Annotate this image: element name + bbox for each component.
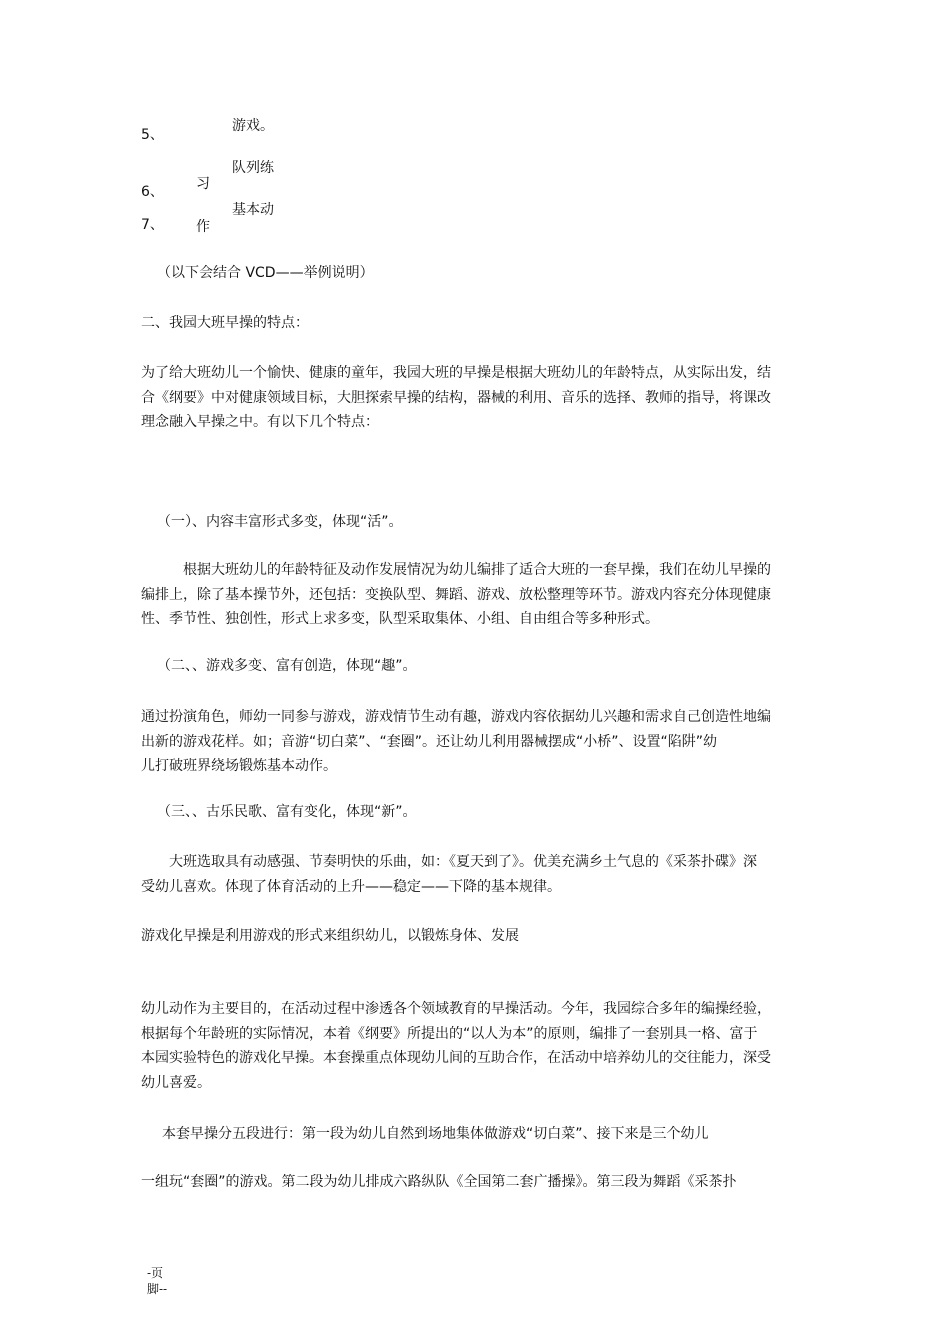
text-line: 幼儿喜爱。 [141, 1074, 211, 1091]
text-line: 性、季节性、独创性，形式上求多变，队型采取集体、小组、自由组合等多种形式。 [141, 611, 659, 627]
games-intro-line: 游戏化早操是利用游戏的形式来组织幼儿，以锻炼身体、发展 [141, 928, 519, 944]
point-2-heading: （二、、游戏多变、富有创造，体现“趣”。 [157, 658, 417, 674]
text-line: 根据大班幼儿的年龄特征及动作发展情况为幼儿编排了适合大班的一套早操，我们在幼儿早操的 [183, 562, 771, 578]
five-parts-line-1: 本套早操分五段进行：第一段为幼儿自然到场地集体做游戏“切白菜”、接下来是三个幼儿 [162, 1126, 709, 1142]
list-text-6b: 习 [196, 176, 210, 192]
point-3-body [141, 850, 817, 899]
list-number-7: 7、 [141, 217, 164, 233]
text-line: 根据每个年龄班的实际情况，本着《纲要》所提出的“以人为本”的原则，编排了一套别具一格、富于 [141, 1025, 758, 1042]
point-1-heading: （一）、内容丰富形式多变，体现“活”。 [157, 514, 403, 530]
text-line: 通过扮演角色，师幼一同参与游戏，游戏情节生动有趣，游戏内容依据幼儿兴趣和需求自己创造性地编 [141, 709, 771, 725]
text-line: 理念融入早操之中。有以下几个特点： [141, 414, 379, 430]
text-line: 受幼儿喜欢。体现了体育活动的上升——稳定——下降的基本规律。 [141, 878, 561, 895]
list-text-7b: 作 [196, 219, 210, 235]
list-number-6: 6、 [141, 184, 164, 200]
vcd-note: （以下会结合 VCD——举例说明） [157, 265, 374, 281]
point-3-heading: （三、、古乐民歌、富有变化，体现“新”。 [157, 804, 417, 820]
footer-line-2: 脚-- [147, 1282, 168, 1296]
text-line: 儿打破班界绕场锻炼基本动作。 [141, 758, 337, 774]
games-body [141, 997, 817, 1095]
five-parts-line-2: 一组玩“套圈”的游戏。第二段为幼儿排成六路纵队《全国第二套广播操》。第三段为舞蹈《采茶扑 [141, 1174, 737, 1190]
section-heading: 二、我园大班早操的特点： [141, 315, 309, 331]
list-text-5: 游戏。 [232, 118, 274, 134]
point-1-body [141, 558, 817, 632]
text-line: 幼儿动作为主要目的，在活动过程中渗透各个领域教育的早操活动。今年，我园综合多年的编操经验， [141, 1001, 771, 1017]
text-line: 大班选取具有动感强、节奏明快的乐曲，如：《夏天到了》。优美充满乡土气息的《采茶扑碟》深 [169, 854, 757, 870]
point-2-body [141, 705, 817, 779]
text-line: 合《纲要》中对健康领域目标，大胆探索早操的结构，器械的利用、音乐的选择、教师的指导，将课改 [141, 389, 771, 406]
list-number-5: 5、 [141, 127, 164, 143]
text-line: 出新的游戏花样。如；音游“切白菜”、“套圈”。还让幼儿利用器械摆成“小桥”、设置“陷阱”幼 [141, 733, 718, 750]
intro-paragraph [141, 361, 817, 435]
text-line: 本园实验特色的游戏化早操。本套操重点体现幼儿间的互助合作，在活动中培养幼儿的交往能力，深受 [141, 1050, 771, 1066]
list-text-7a: 基本动 [232, 202, 274, 218]
text-line: 编排上，除了基本操节外，还包括：变换队型、舞蹈、游戏、放松整理等环节。游戏内容充分体现健康 [141, 586, 771, 603]
list-text-6a: 队列练 [232, 160, 274, 176]
page-footer [147, 1265, 167, 1297]
footer-line-1: -页 [147, 1266, 164, 1280]
text-line: 为了给大班幼儿一个愉快、健康的童年，我园大班的早操是根据大班幼儿的年龄特点，从实际出发，结 [141, 365, 771, 381]
